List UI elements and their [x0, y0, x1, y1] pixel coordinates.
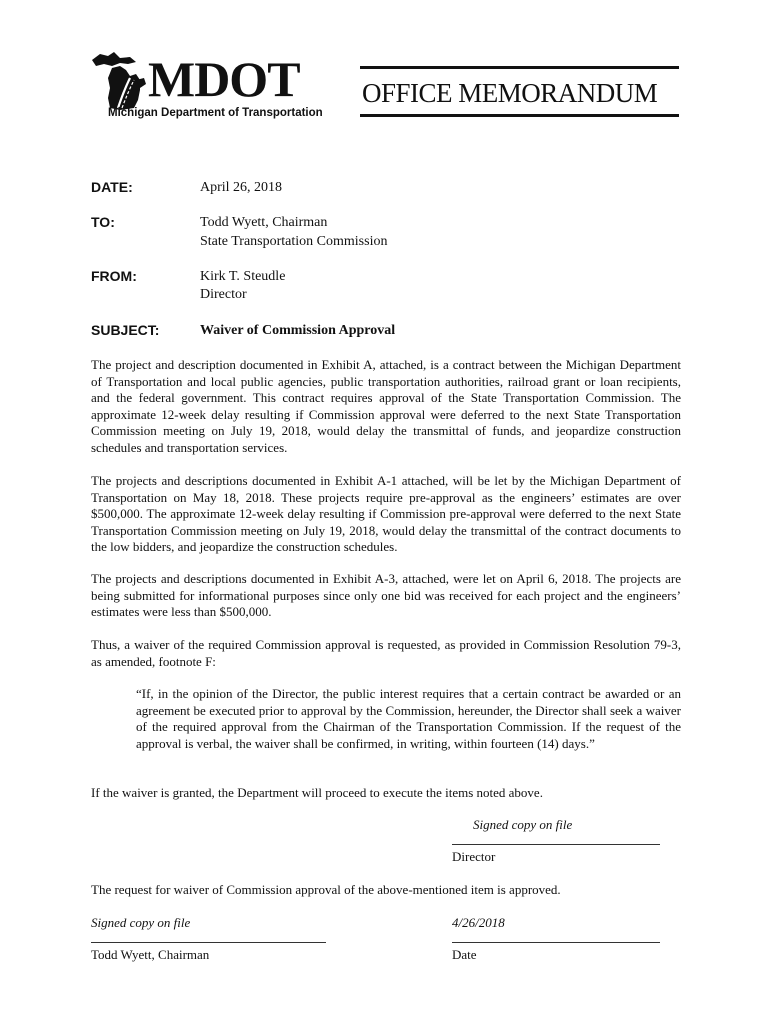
header-rule-top	[360, 66, 679, 69]
chair-signed-copy: Signed copy on file	[91, 915, 191, 930]
chair-name: Todd Wyett, Chairman	[91, 947, 210, 962]
paragraph-exhibit-a3: The projects and descriptions documented in Exhibit A-3, attached, were let on April 6, 2018. The projects are being submitted for informational purposes since only one bid was received for each project and the engineers’ estimates were less than $500,000.	[91, 571, 681, 620]
resolution-quote: “If, in the opinion of the Director, the public interest requires that a certain contract be awarded or an agreement be executed prior to approval by the Commission, hereunder, the Director shall seek a waiver of the required approval from the Chairman of the Transportation Commission. If the request of the approval is verbal, the waiver shall be confirmed, in writing, within fourteen (14) days.”	[136, 686, 681, 751]
date-label: DATE:	[91, 179, 133, 195]
director-title: Director	[452, 849, 496, 864]
from-title: Director	[200, 287, 247, 302]
paragraph-exhibit-a: The project and description documented in Exhibit A, attached, is a contract between the Michigan Department of Transportation and local public agencies, public transportation authorities, railroad grant or loan recipients, and the federal government. This contract requires approval of the State Transportation Commission. The approximate 12-week delay resulting if Commission approval were deferred to the next State Transportation Commission meeting on July 19, 2018, would delay the transmittal of funds, and jeopardize construction schedules and transportation services.	[91, 357, 681, 455]
to-organization: State Transportation Commission	[200, 234, 388, 249]
subject-value: Waiver of Commission Approval	[200, 323, 396, 338]
from-label: FROM:	[91, 268, 137, 284]
approval-statement: The request for waiver of Commission approval of the above-mentioned item is approved.	[91, 882, 561, 897]
logo-subtitle: Michigan Department of Transportation	[108, 107, 323, 119]
logo-text: MDOT	[148, 51, 300, 107]
from-name: Kirk T. Steudle	[200, 269, 286, 284]
director-signed-copy: Signed copy on file	[473, 817, 573, 832]
paragraph-if-granted: If the waiver is granted, the Department will proceed to execute the items noted above.	[91, 785, 543, 800]
approval-date-value: 4/26/2018	[452, 915, 505, 930]
to-name: Todd Wyett, Chairman	[200, 215, 328, 230]
paragraph-waiver-request: Thus, a waiver of the required Commission approval is requested, as provided in Commission Resolution 79-3, as amended, footnote F:	[91, 637, 681, 669]
mdot-logo	[90, 50, 340, 125]
director-signature-line	[452, 844, 660, 845]
date-signature-line	[452, 942, 660, 943]
memo-title: OFFICE MEMORANDUM	[362, 78, 658, 108]
date-value: April 26, 2018	[200, 180, 283, 195]
subject-label: SUBJECT:	[91, 322, 160, 338]
approval-date-label: Date	[452, 947, 477, 962]
header-rule-bottom	[360, 114, 679, 117]
paragraph-exhibit-a1: The projects and descriptions documented in Exhibit A-1 attached, will be let by the Michigan Department of Transportation on May 18, 2018. These projects require pre-approval as the engineers’ estimates are over $500,000. The approximate 12-week delay resulting if Commission pre-approval were deferred to the next State Transportation Commission meeting on July 19, 2018, would delay the transmittal of the contract documents to the low bidders, and jeopardize the construction schedules.	[91, 473, 681, 555]
to-label: TO:	[91, 214, 115, 230]
chair-signature-line	[91, 942, 326, 943]
